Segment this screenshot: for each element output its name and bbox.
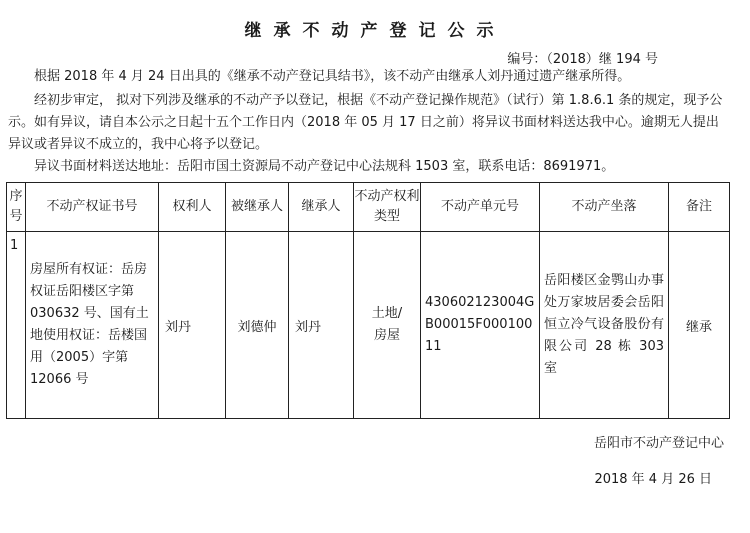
cell-decedent: 刘德仲 — [237, 319, 277, 335]
header-decedent: 被继承人 — [226, 183, 289, 232]
header-heir: 继承人 — [289, 183, 354, 232]
cell-right-type: 土地/房屋 — [371, 306, 403, 343]
paragraph-objection-address: 异议书面材料送达地址：岳阳市国土资源局不动产登记中心法规科 1503 室，联系电话：8691971。 — [34, 159, 615, 174]
header-certificate: 不动产权证书号 — [26, 183, 159, 232]
issuing-organization: 岳阳市不动产登记中心 — [593, 436, 724, 451]
cell-heir: 刘丹 — [295, 319, 322, 335]
header-seq: 序号 — [7, 183, 26, 232]
table-header-row — [7, 183, 730, 232]
issue-date: 2018 年 4 月 26 日 — [594, 472, 712, 487]
cell-unit-no: 430602123004GB00015F00010011 — [425, 295, 535, 354]
cell-owner: 刘丹 — [165, 319, 192, 335]
page-title: 继承不动产登记公示 — [244, 21, 506, 41]
header-right-type: 不动产权利类型 — [354, 183, 421, 232]
cell-location: 岳阳楼区金鹗山办事处万家坡居委会岳阳恒立冷气设备股份有限公司 28 栋 303 室 — [544, 273, 664, 376]
table-row — [7, 232, 730, 419]
document-number: 编号：（2018）继 194 号 — [507, 52, 658, 67]
cell-seq: 1 — [10, 238, 19, 253]
header-remark: 备注 — [669, 183, 730, 232]
paragraph-basis: 根据 2018 年 4 月 24 日出具的《继承不动产登记具结书》，该不动产由继承人刘丹通过遗产继承所得。 — [34, 69, 631, 84]
header-unit-no: 不动产单元号 — [421, 183, 540, 232]
header-owner: 权利人 — [159, 183, 226, 232]
cell-certificate: 房屋所有权证：岳房权证岳阳楼区字第030632 号、国有土地使用权证：岳楼国用（2005）字第 12066 号 — [30, 262, 149, 387]
registration-table — [6, 182, 730, 419]
paragraph-review: 经初步审定， 拟对下列涉及继承的不动产予以登记，根据《不动产登记操作规范》（试行）第 1.8.6.1 条的规定，现予公示。如有异议，请自本公示之日起十五个工作日内（2018 年 05 月 17 日之前）将异议书面材料送达我中心。逾期无人提出异议或者异议不成立的，我中心将予以登记。 — [8, 93, 723, 152]
cell-remark: 继承 — [685, 319, 712, 335]
header-location: 不动产坐落 — [540, 183, 669, 232]
